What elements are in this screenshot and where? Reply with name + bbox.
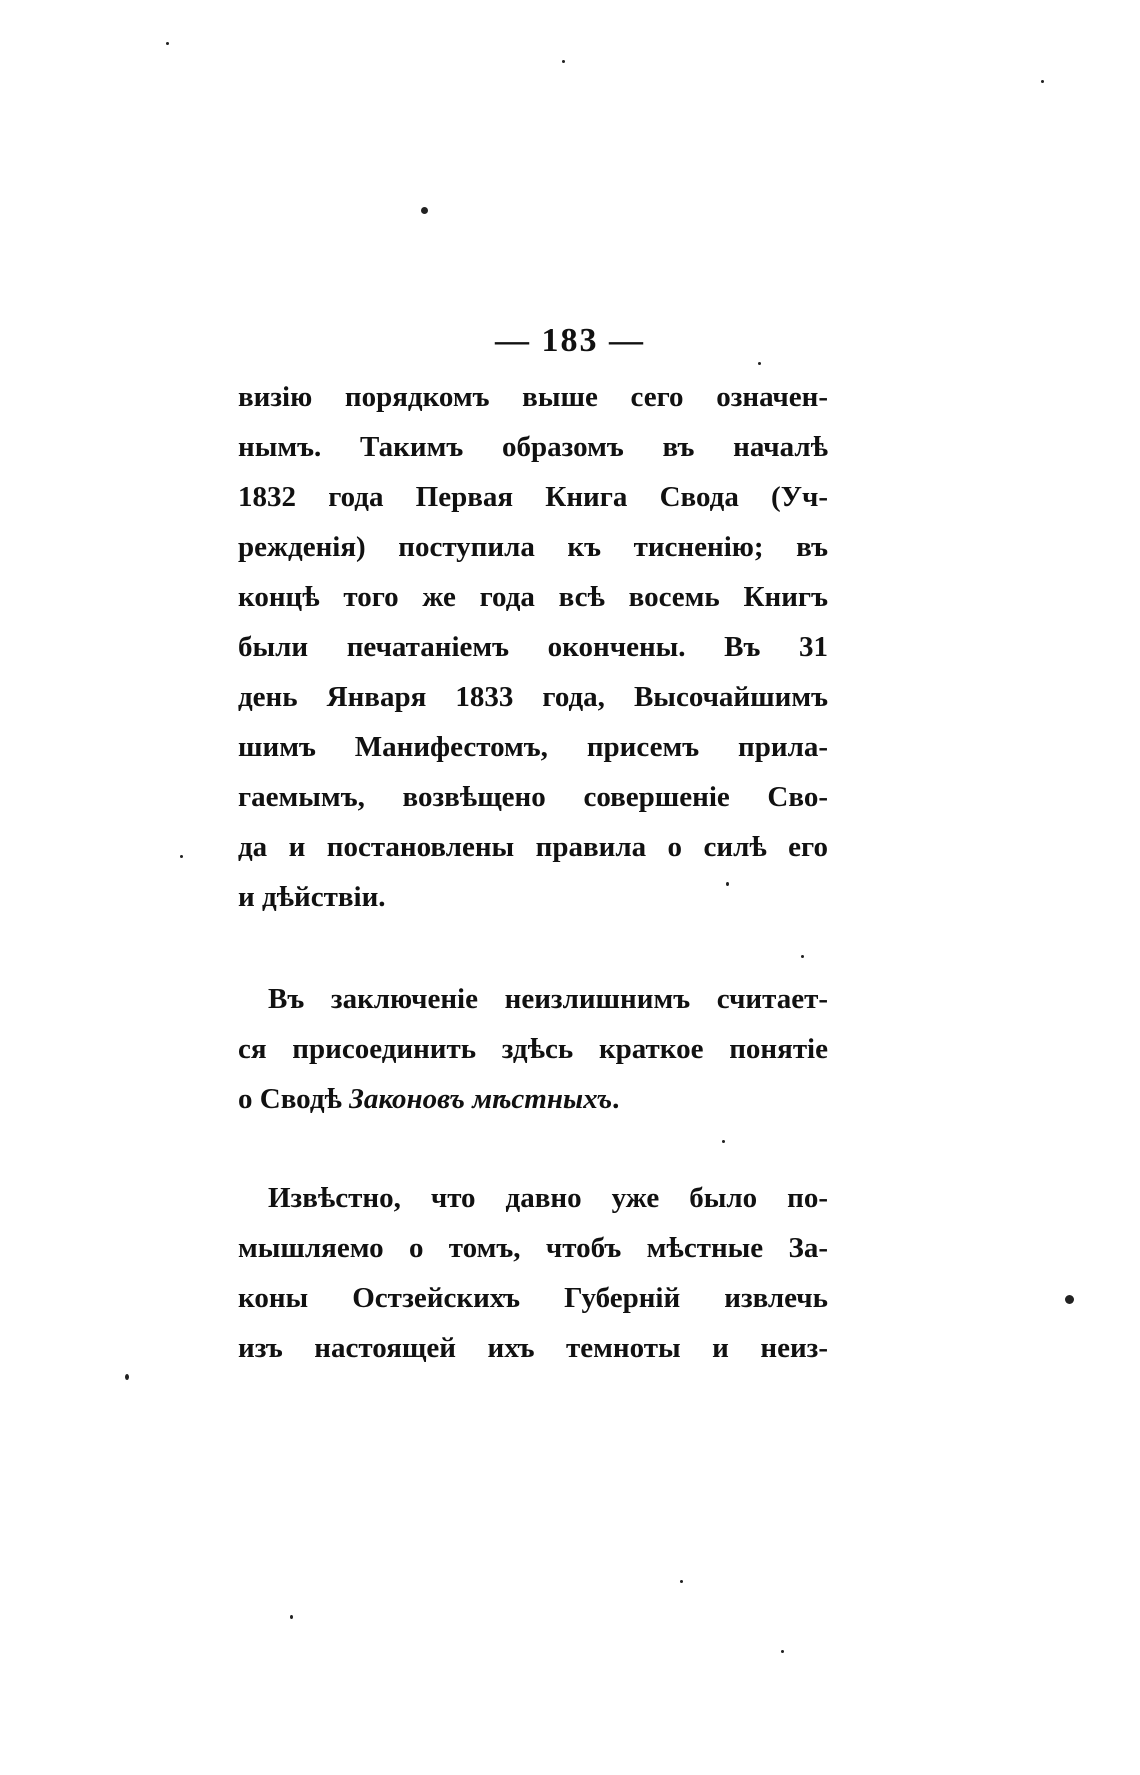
text-line-with-italic xyxy=(238,1074,828,1124)
text-line: шимъ Манифестомъ, присемъ прила- xyxy=(238,731,828,763)
text-line: и дѣйствіи. xyxy=(238,881,386,913)
text-line: ся присоединить здѣсь краткое понятіе xyxy=(238,1033,828,1065)
text-fragment: о Сводѣ xyxy=(238,1083,350,1115)
scan-speck xyxy=(290,1615,293,1619)
scan-speck xyxy=(722,1140,725,1143)
text-line: гаемымъ, возвѣщено совершеніе Сво- xyxy=(238,781,828,813)
text-line: были печатаніемъ окончены. Въ 31 xyxy=(238,631,828,663)
scan-speck xyxy=(726,882,729,886)
scan-speck xyxy=(680,1580,683,1583)
italic-title: Законовъ мѣстныхъ xyxy=(349,1083,613,1115)
scan-speck xyxy=(1065,1295,1074,1304)
text-line: концѣ того же года всѣ восемь Книгъ xyxy=(238,581,828,613)
text-line: изъ настоящей ихъ темноты и неиз- xyxy=(238,1332,828,1364)
text-line: нымъ. Такимъ образомъ въ началѣ xyxy=(238,431,828,463)
text-line: Извѣстно, что давно уже было по- xyxy=(268,1182,828,1214)
scan-speck xyxy=(125,1374,129,1380)
text-line: Въ заключеніе неизлишнимъ считает- xyxy=(268,983,828,1015)
scan-speck xyxy=(758,362,761,365)
scan-speck xyxy=(562,60,565,63)
scan-speck xyxy=(1041,80,1044,83)
text-line: режденія) поступила къ тисненію; въ xyxy=(238,531,828,563)
scan-speck xyxy=(801,955,804,958)
text-line: мышляемо о томъ, чтобъ мѣстные За- xyxy=(238,1232,828,1264)
scan-speck xyxy=(421,207,428,214)
page-number: — 183 — xyxy=(495,322,645,359)
scan-speck xyxy=(781,1650,784,1653)
text-line: коны Остзейскихъ Губерній извлечь xyxy=(238,1282,828,1314)
text-line: визію порядкомъ выше сего означен- xyxy=(238,381,828,413)
text-line: день Января 1833 года, Высочайшимъ xyxy=(238,681,828,713)
text-line: 1832 года Первая Книга Свода (Уч- xyxy=(238,481,828,513)
scan-speck xyxy=(166,42,169,45)
text-fragment: . xyxy=(612,1083,620,1115)
text-line: да и постановлены правила о силѣ его xyxy=(238,831,828,863)
scan-speck xyxy=(180,855,183,858)
